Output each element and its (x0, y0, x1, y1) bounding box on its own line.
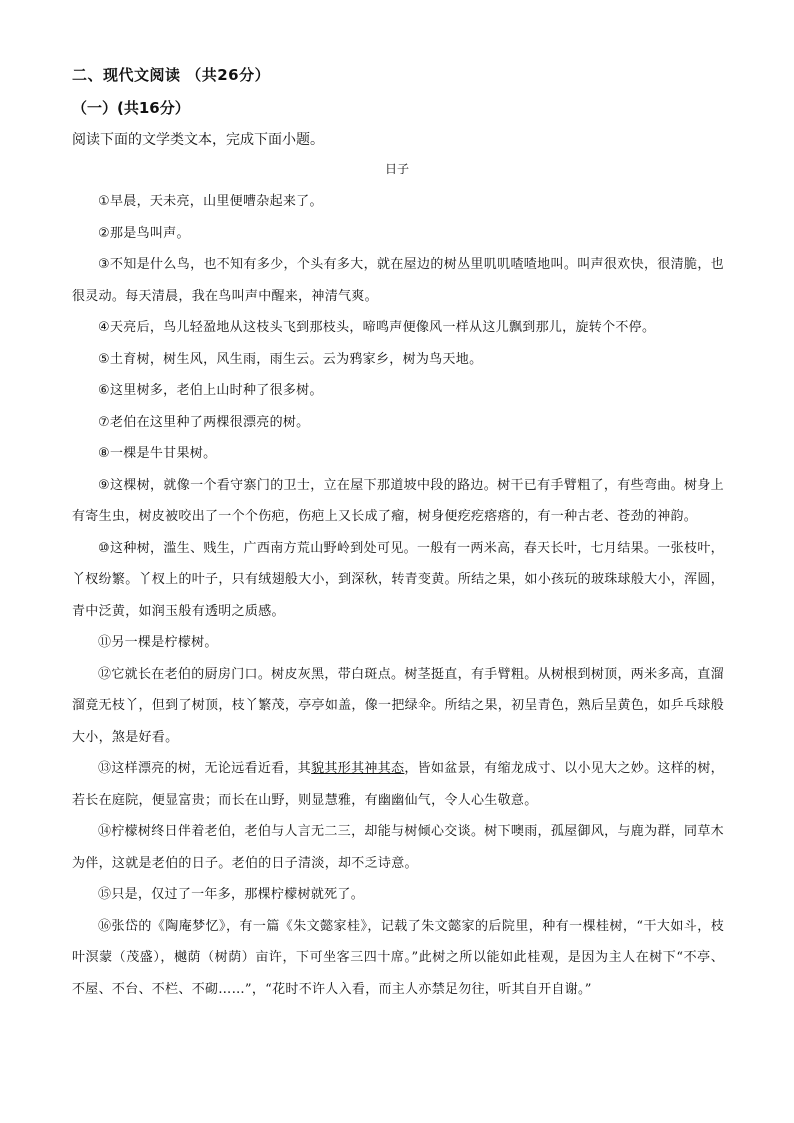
paragraph-13: ⑬这样漂亮的树，无论远看近看，其貌其形其神其态，皆如盆景，有缩龙成寸、以小见大之妙。这样的树，若长在庭院，便显富贵；而长在山野，则显慧雅，有幽幽仙气，令人心生敬意。 (72, 761, 724, 808)
paragraph-16: ⑯张岱的《陶庵梦忆》，有一篇《朱文懿家桂》，记载了朱文懿家的后院里，种有一棵桂树，“干大如斗，枝叶溟蒙（茂盛），樾荫（树荫）亩许，下可坐客三四十席。”此树之所以能如此桂观，是因为主人在树下“不亭、不屋、不台、不栏、不砌……”，“花时不许人入看，而主人亦禁足勿往，听其自开自谢。” (72, 918, 724, 997)
story-title: 日子 (384, 162, 409, 176)
paragraph-2: ②那是鸟叫声。 (98, 225, 190, 241)
paragraph-8: ⑧一棵是牛甘果树。 (98, 446, 217, 461)
paragraph-14: ⑭柠檬树终日伴着老伯，老伯与人言无二三，却能与树倾心交谈。树下噢雨，孤屋御风，与鹿为群，同草木为伴，这就是老伯的日子。老伯的日子清淡，却不乏诗意。 (72, 824, 724, 871)
paragraph-9: ⑨这棵树，就像一个看守寨门的卫士，立在屋下那道坡中段的路边。树干已有手臂粗了，有些弯曲。树身上有寄生虫，树皮被咬出了一个个伤疤，伤疤上又长成了瘤，树身便疙疙瘩瘩的，有一种古老、苍劲的神韵。 (72, 477, 724, 524)
paragraph-15: ⑮只是，仅过了一年多，那棵柠檬树就死了。 (98, 887, 365, 902)
paragraph-1: ①早晨，天未亮，山里便嘈杂起来了。 (98, 194, 323, 209)
paragraph-6: ⑥这里树多，老伯上山时种了很多树。 (98, 383, 323, 398)
section-title: 二、现代文阅读 （共26分） (72, 66, 271, 84)
paragraph-3: ③不知是什么鸟，也不知有多少，个头有多大，就在屋边的树丛里叽叽喳喳地叫。叫声很欢快，很清脆，也很灵动。每天清晨，我在鸟叫声中醒来，神清气爽。 (72, 257, 724, 304)
story-body (72, 186, 724, 1005)
underlined-phrase: 貌其形其神其态 (311, 761, 405, 776)
paragraph-4: ④天亮后，鸟儿轻盈地从这枝头飞到那枝头，啼鸣声便像风一样从这儿飘到那儿，旋转个不停。 (98, 320, 656, 335)
paragraph-10: ⑩这种树，滥生、贱生，广西南方荒山野岭到处可见。一般有一两米高，春天长叶，七月结果。一张枝叶，丫杈纷繁。丫杈上的叶子，只有绒翅般大小，到深秋，转青变黄。所结之果，如小孩玩的玻珠球般大小，浑圆，青中泛黄，如润玉般有透明之质感。 (72, 540, 724, 619)
paragraph-12: ⑫它就长在老伯的厨房门口。树皮灰黑，带白斑点。树茎挺直，有手臂粗。从树根到树顶，两米多高，直溜溜竟无枝丫，但到了树顶，枝丫繁茂，亭亭如盖，像一把绿伞。所结之果，初呈青色，熟后呈黄色，如乒乓球般大小，煞是好看。 (72, 666, 724, 745)
subsection-title: （一）(共16分） (72, 99, 190, 117)
reading-instruction: 阅读下面的文学类文本，完成下面小题。 (72, 132, 324, 148)
paragraph-5: ⑤土育树，树生风，风生雨，雨生云。云为鸦家乡，树为鸟天地。 (98, 351, 483, 367)
paragraph-11: ⑪另一棵是柠檬树。 (98, 635, 218, 650)
paragraph-7: ⑦老伯在这里种了两棵很漂亮的树。 (98, 414, 310, 430)
